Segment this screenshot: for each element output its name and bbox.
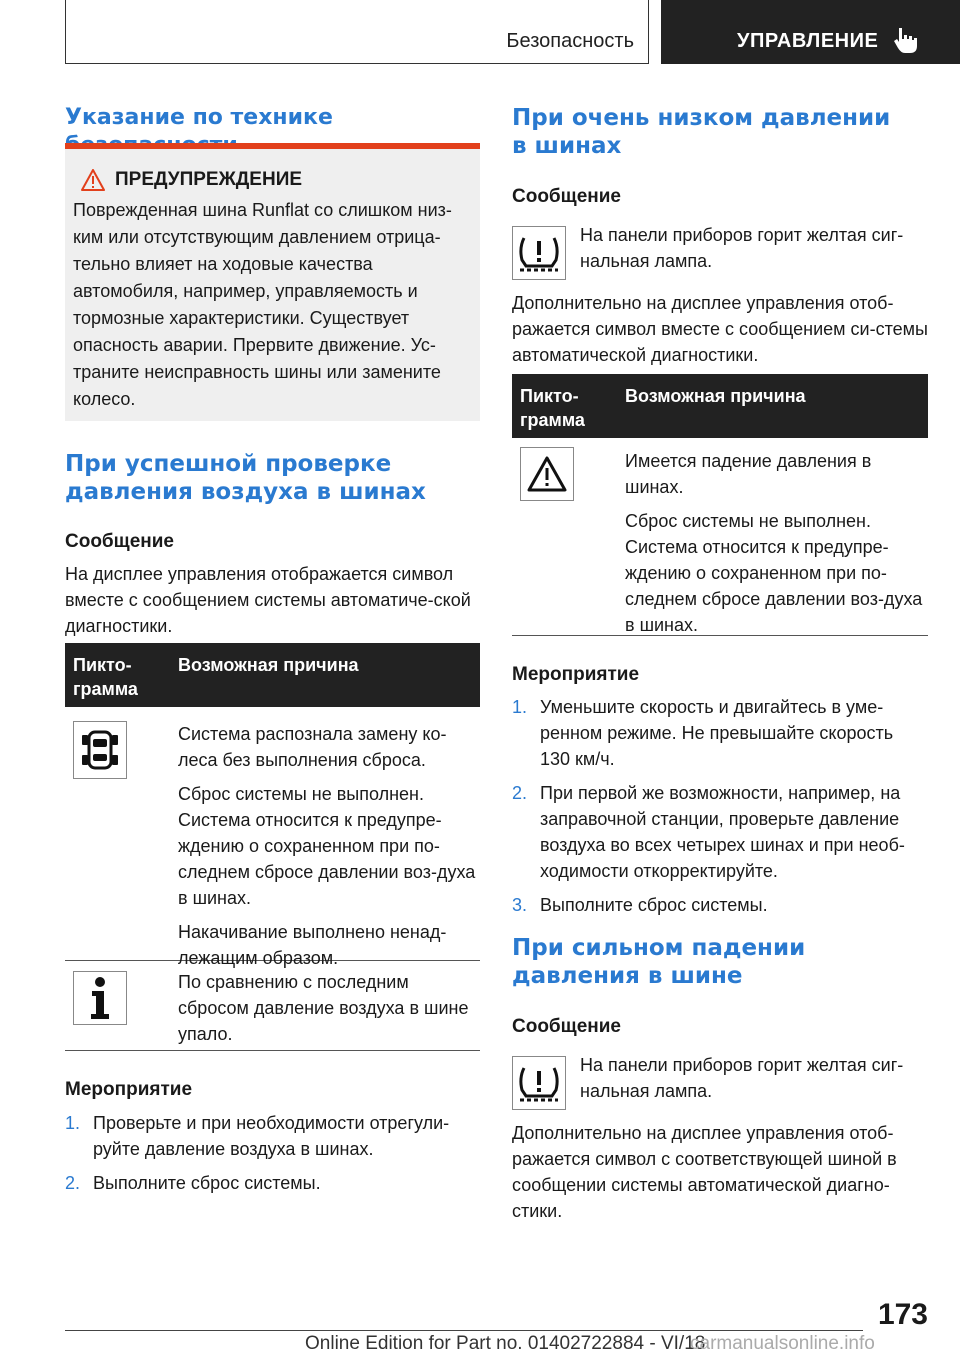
col-pictogram: Пикто-грамма [520, 386, 585, 430]
header-chapter-tab [661, 0, 960, 64]
warning-triangle-icon [520, 447, 574, 501]
cause-text: Система распознала замену ко-леса без выполнения сброса. [178, 724, 447, 770]
lamp-text: На панели приборов горит желтая сиг-нальная лампа. [580, 225, 904, 271]
message-label: Сообщение [65, 531, 174, 552]
right-cause-table [512, 374, 928, 636]
measures-label: Мероприятие [65, 1079, 193, 1100]
warning-title: ПРЕДУПРЕЖДЕНИЕ [115, 169, 303, 190]
display-text: Дополнительно на дисплее управления отоб-ражается символ вместе с сообщением си-стемы автоматической диагностики. [512, 293, 928, 365]
footer-divider [65, 1330, 863, 1331]
table-header [65, 643, 480, 707]
hand-pointer-icon [893, 26, 919, 54]
message-label: Сообщение [512, 186, 621, 207]
list-item: 1. Уменьшите скорость и двигайтесь в уме-ренном режиме. Не превышайте скорость 130 км/ч. [512, 697, 894, 769]
very-low-pressure-heading: При очень низком давлении в шинах [512, 105, 891, 159]
col-cause: Возможная причина [625, 386, 806, 406]
list-item: 3. Выполните сброс системы. [512, 895, 768, 915]
right-steps-list [512, 694, 928, 926]
warning-triangle-icon [81, 169, 105, 191]
strong-drop-heading: При сильном падении давления в шине [512, 935, 806, 989]
info-icon [73, 971, 127, 1025]
cause-text: По сравнению с последним сбросом давление воздуха в шине упало. [178, 972, 469, 1044]
watermark: carmanualsonline.info [690, 1333, 875, 1354]
col-cause: Возможная причина [178, 655, 359, 675]
warning-box [65, 149, 480, 421]
message-text: На дисплее управления отображается символ вместе с сообщением системы автоматиче-ской диагностики. [65, 564, 471, 636]
successful-check-heading: При успешной проверке давления воздуха в шинах [65, 451, 426, 505]
cause-text: Сброс системы не выполнен. Система относится к предупре-ждению о сохраненном при по-следнем сбросе давлении воз-духа в шинах. [178, 784, 476, 908]
tire-pressure-warning-icon [512, 226, 566, 280]
header-section-tab [65, 0, 649, 64]
display-text: Дополнительно на дисплее управления отоб-ражается символ с соответствующей шиной в сообщении системы автоматической диагно-стики. [512, 1123, 897, 1221]
message-label: Сообщение [512, 1016, 621, 1037]
left-steps-list [65, 1110, 480, 1204]
cause-text: Имеется падение давления в шинах. [625, 451, 872, 497]
measures-label: Мероприятие [512, 664, 640, 685]
warning-text: Поврежденная шина Runflat со слишком низ-ким или отсутствующим давлением отрица-тельно влияет на ходовые качества автомобиля, например, управляемость и тормозные характеристики. Существует опасность аварии. Прервите движение. Ус-траните неисправность шины или замените колесо. [73, 200, 452, 409]
table-row [65, 961, 480, 1051]
edition-text: Online Edition for Part no. 01402722884 - VI/18 [305, 1333, 706, 1354]
list-item: 1. Проверьте и при необходимости отрегули-руйте давление воздуха в шинах. [65, 1113, 450, 1159]
header-section-title: Безопасность [506, 30, 634, 52]
table-row [65, 707, 480, 968]
cause-text: Накачивание выполнено ненад-лежащим образом. [178, 922, 447, 968]
cause-text: Сброс системы не выполнен. Система относится к предупре-ждению о сохраненном при по-следнем сбросе давлении воз-духа в шинах. [625, 511, 923, 635]
table-row [512, 438, 928, 636]
lamp-text: На панели приборов горит желтая сиг-нальная лампа. [580, 1055, 904, 1101]
list-item: 2. Выполните сброс системы. [65, 1173, 321, 1193]
left-cause-table [65, 643, 480, 1051]
safety-heading: Указание по технике [65, 105, 333, 130]
col-pictogram: Пикто-грамма [73, 655, 138, 699]
list-item: 2. При первой же возможности, например, на заправочной станции, проверьте давление воздуха во всех четырех шинах и при необ-ходимости откорректируйте. [512, 783, 905, 881]
car-tires-icon [73, 721, 127, 779]
header-chapter-title: УПРАВЛЕНИЕ [737, 30, 879, 52]
table-header [512, 374, 928, 438]
tire-pressure-warning-icon [512, 1056, 566, 1110]
page-number: 173 [877, 1298, 928, 1331]
